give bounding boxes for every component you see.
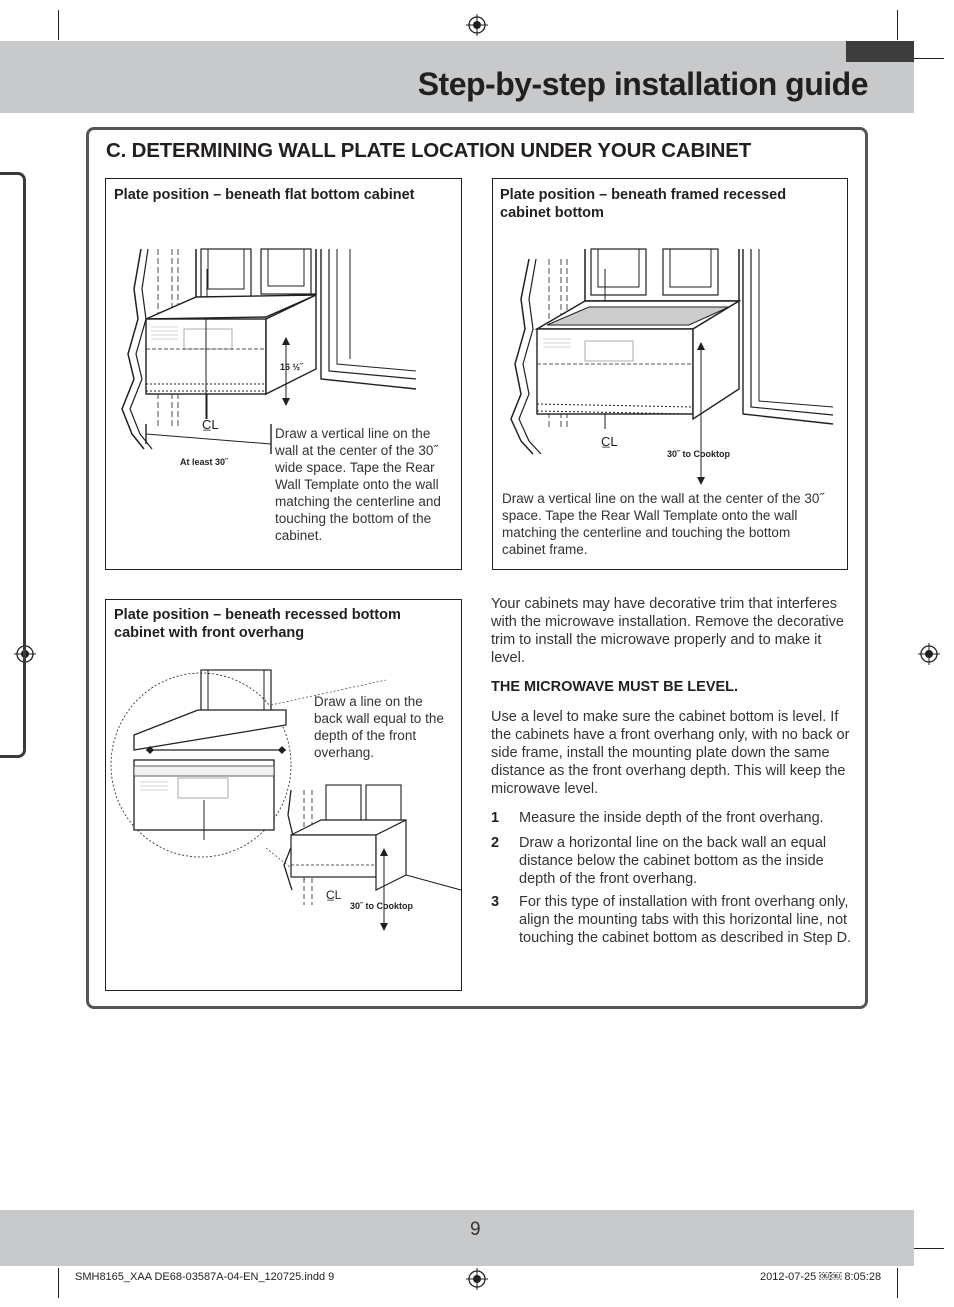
level-heading: THE MICROWAVE MUST BE LEVEL. <box>491 679 739 695</box>
footer-band <box>0 1210 914 1266</box>
step-item <box>491 809 853 829</box>
registration-mark-icon <box>918 643 940 665</box>
panel-note: Draw a vertical line on the wall at the center of the 30˝ space. Tape the Rear Wall Template onto the wall matching the centerline and touching the bottom cabinet frame. <box>502 491 824 557</box>
step-item <box>491 834 853 890</box>
registration-mark-icon <box>466 1268 488 1290</box>
panel-title: Plate position – beneath flat bottom cabinet <box>114 187 415 203</box>
dimension-cooktop-label: 30˝ to Cooktop <box>350 901 413 911</box>
panel-note: Draw a vertical line on the wall at the center of the 30˝ wide space. Tape the Rear Wall Template onto the wall matching the centerline and touching the bottom of the cabinet. <box>275 426 441 543</box>
step-number: 3 <box>491 894 500 910</box>
slug-left: SMH8165_XAA DE68-03587A-04-EN_120725.indd 9 <box>75 1271 335 1283</box>
centerline-label: C̲L <box>202 417 219 432</box>
level-paragraph: Use a level to make sure the cabinet bottom is level. If the cabinets have a front overhang only, with no back or side frame, install the mounting plate down the same distance as the front overhang depth. This will keep the microwave level. <box>491 709 850 797</box>
centerline-label: C̲L <box>601 434 618 449</box>
panel-title: Plate position – beneath recessed bottom cabinet with front overhang <box>114 607 401 641</box>
panel-front-overhang <box>105 599 462 991</box>
crop-mark <box>914 58 944 59</box>
crop-mark <box>897 10 898 40</box>
panel-flat-bottom <box>105 178 462 570</box>
step-text: Measure the inside depth of the front overhang. <box>519 810 824 826</box>
chapter-tab <box>846 41 914 62</box>
dimension-height-label: 16 ½˝ <box>280 362 304 372</box>
step-item <box>491 893 853 967</box>
step-text: Draw a horizontal line on the back wall an equal distance below the cabinet bottom as the inside depth of the front overhang. <box>519 835 827 887</box>
panel-title: Plate position – beneath framed recessed cabinet bottom <box>500 187 787 221</box>
dimension-width-label: At least 30˝ <box>180 457 229 467</box>
intro-paragraph: Your cabinets may have decorative trim that interferes with the microwave installation. Remove the decorative trim to install the microwave properly and to make it level. <box>491 596 844 666</box>
crop-mark <box>58 1268 59 1298</box>
registration-mark-icon <box>466 14 488 36</box>
slug-right: 2012-07-25 ￼￼ 8:05:28 <box>760 1271 882 1283</box>
panel-note: Draw a line on the back wall equal to the depth of the front overhang. <box>314 694 444 760</box>
dimension-cooktop-label: 30˝ to Cooktop <box>667 449 730 459</box>
crop-mark <box>914 1248 944 1249</box>
page-number: 9 <box>470 1219 481 1240</box>
step-number: 1 <box>491 810 500 826</box>
front-overhang-cabinet-illustration <box>106 600 463 992</box>
side-chapter-tab <box>0 172 26 758</box>
panel-framed-recessed <box>492 178 848 570</box>
step-number: 2 <box>491 835 500 851</box>
crop-mark <box>897 1268 898 1298</box>
crop-mark <box>58 10 59 40</box>
section-title: C. DETERMINING WALL PLATE LOCATION UNDER YOUR CABINET <box>106 139 752 162</box>
centerline-label: C̲L <box>326 888 342 902</box>
step-text: For this type of installation with front overhang only, align the mounting tabs with this horizontal line, not touching the cabinet bottom as described in Step D. <box>519 894 852 946</box>
page-title: Step-by-step installation guide <box>417 66 868 102</box>
